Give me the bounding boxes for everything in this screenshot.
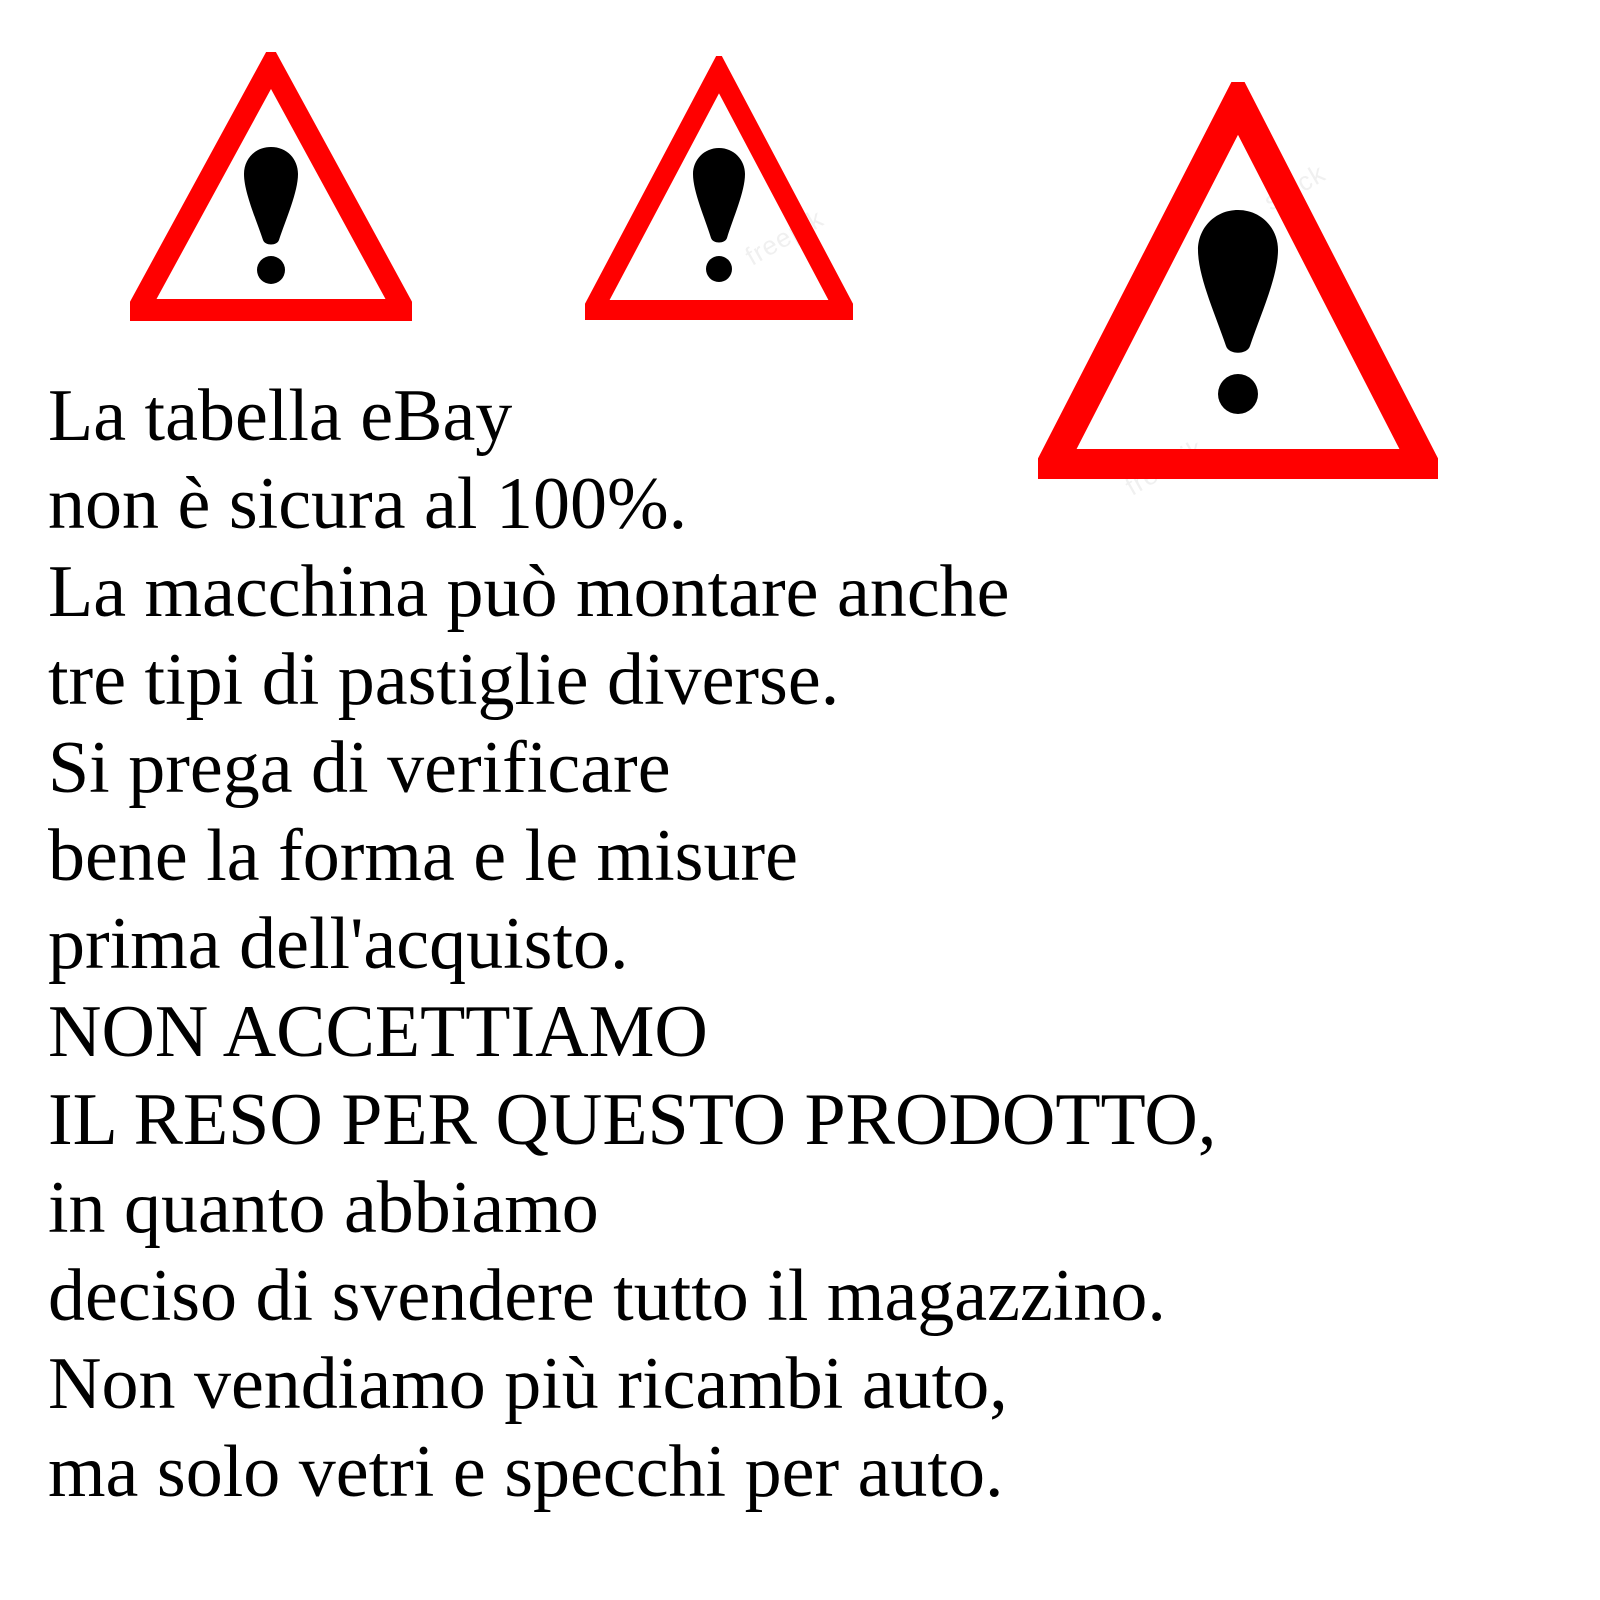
message-line: Non vendiamo più ricambi auto, <box>48 1343 1008 1425</box>
warning-triangle-icon-2 <box>585 56 853 324</box>
message-line: prima dell'acquisto. <box>48 903 629 985</box>
warning-message <box>48 372 1568 1516</box>
message-line: La tabella eBay <box>48 375 513 457</box>
warning-triangle-icon-1 <box>130 52 412 324</box>
message-line: in quanto abbiamo <box>48 1167 599 1249</box>
message-line: non è sicura al 100%. <box>48 463 688 545</box>
message-line: deciso di svendere tutto il magazzino. <box>48 1255 1166 1337</box>
message-line: Si prega di verificare <box>48 727 671 809</box>
message-line: bene la forma e le misure <box>48 815 798 897</box>
message-line: ma solo vetri e specchi per auto. <box>48 1431 1004 1513</box>
message-line: IL RESO PER QUESTO PRODOTTO, <box>48 1079 1217 1161</box>
watermark-text: freepik <box>1119 432 1209 502</box>
message-line: NON ACCETTIAMO <box>48 991 708 1073</box>
watermark-text: stock <box>1258 157 1331 217</box>
message-line: tre tipi di pastiglie diverse. <box>48 639 840 721</box>
watermark-text: freepik <box>739 202 829 272</box>
message-line: La macchina può montare anche <box>48 551 1010 633</box>
